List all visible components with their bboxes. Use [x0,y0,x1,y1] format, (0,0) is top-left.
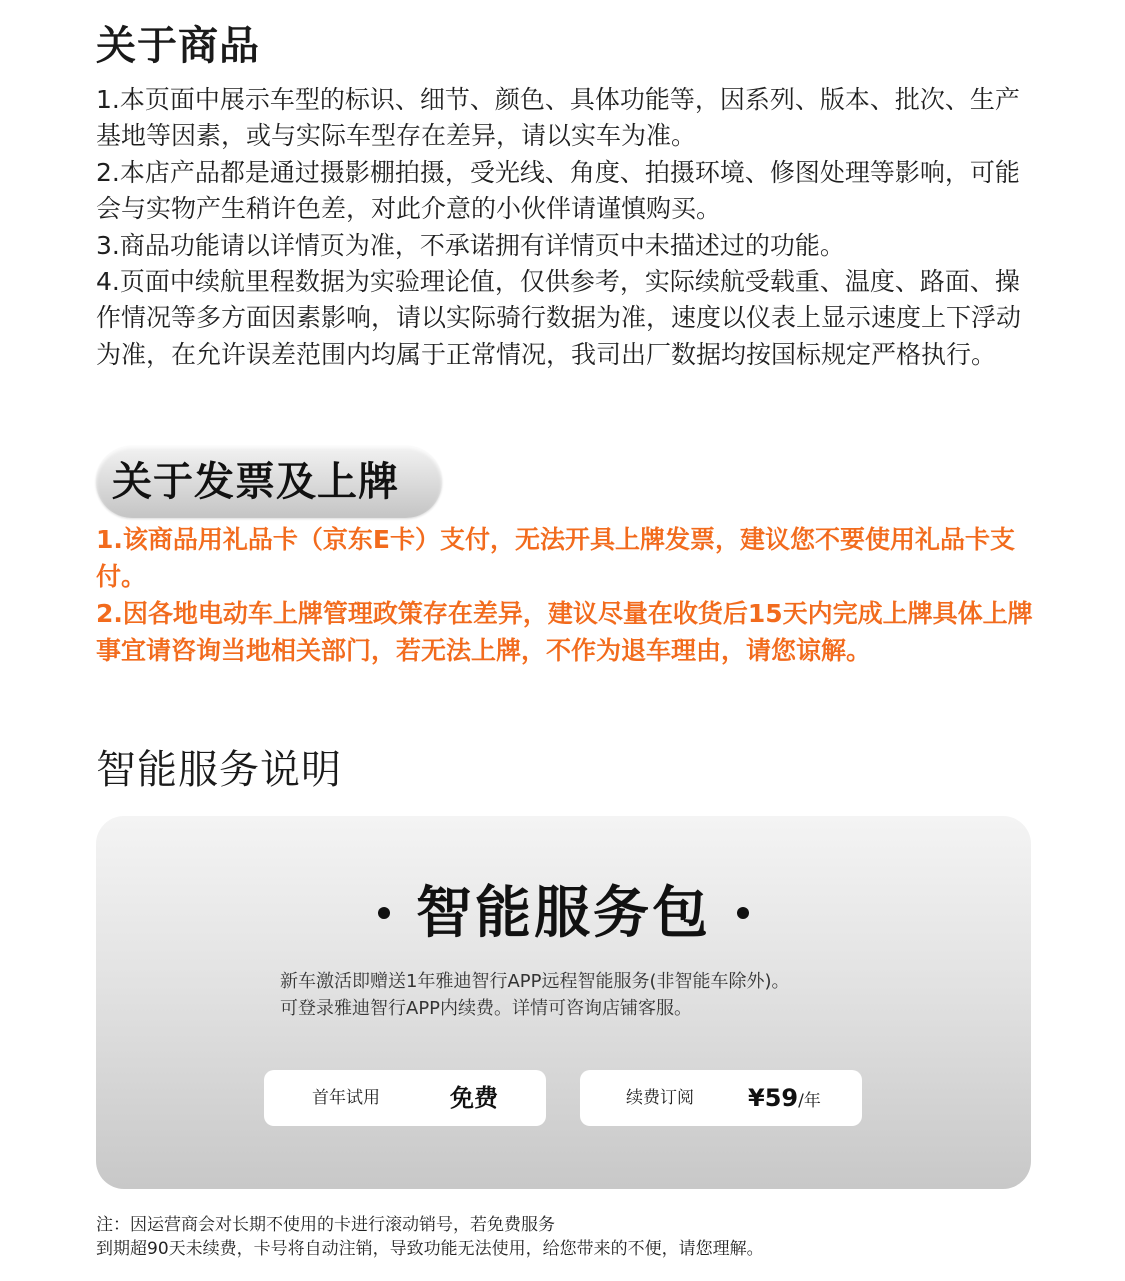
invoice-paragraph-2: 2.因各地电动车上牌管理政策存在差异，建议尽量在收货后15天内完成上牌具体上牌事宜请咨询当地相关部门，若无法上牌，不作为退车理由，请您谅解。 [96,599,1033,665]
service-desc-line-2: 可登录雅迪智行APP内续费。详情可咨询店铺客服。 [280,998,693,1019]
about-paragraph-4: 4.页面中续航里程数据为实验理论值，仅供参考，实际续航受载重、温度、路面、操作情况等多方面因素影响，请以实际骑行数据为准，速度以仪表上显示速度上下浮动为准，在允许误差范围内均属于正常情况，我司出厂数据均按国标规定严格执行。 [96,267,1022,369]
option-price-unit: /年 [798,1091,821,1111]
bullet-dot-icon [378,907,390,919]
renewal-subscription-option [580,1070,862,1126]
invoice-text [96,521,1036,669]
option-price-value: 免费 [450,1084,498,1112]
option-price [450,1082,498,1117]
invoice-paragraph-1: 1.该商品用礼品卡（京东E卡）支付，无法开具上牌发票，建议您不要使用礼品卡支付。 [96,525,1015,591]
footnote-line-2: 到期超90天未续费，卡号将自动注销，导致功能无法使用，给您带来的不便，请您理解。 [96,1239,764,1259]
bullet-dot-icon [737,907,749,919]
service-pack-description [280,968,980,1022]
smart-service-title: 智能服务说明 [96,747,342,793]
about-product-text [96,82,1036,373]
service-pack-title: 智能服务包 [416,881,711,946]
footnote [96,1213,1056,1261]
option-price [748,1082,821,1117]
smart-service-card [96,816,1031,1189]
invoice-title: 关于发票及上牌 [112,459,399,505]
service-desc-line-1: 新车激活即赠送1年雅迪智行APP远程智能服务(非智能车除外)。 [280,971,790,992]
first-year-trial-option [264,1070,546,1126]
option-price-value: ¥59 [748,1084,799,1112]
about-paragraph-3: 3.商品功能请以详情页为准，不承诺拥有详情页中未描述过的功能。 [96,230,845,260]
service-pack-heading [96,882,1031,946]
footnote-line-1: 注：因运营商会对长期不使用的卡进行滚动销号，若免费服务 [96,1215,555,1235]
invoice-title-pill [96,446,442,518]
about-paragraph-2: 2.本店产品都是通过摄影棚拍摄，受光线、角度、拍摄环境、修图处理等影响，可能会与实物产生稍许色差，对此介意的小伙伴请谨慎购买。 [96,157,1020,224]
about-paragraph-1: 1.本页面中展示车型的标识、细节、颜色、具体功能等，因系列、版本、批次、生产基地等因素，或与实际车型存在差异，请以实车为准。 [96,85,1020,151]
option-label: 续费订阅 [626,1088,694,1108]
about-product-title: 关于商品 [96,23,260,69]
option-label: 首年试用 [312,1088,380,1108]
